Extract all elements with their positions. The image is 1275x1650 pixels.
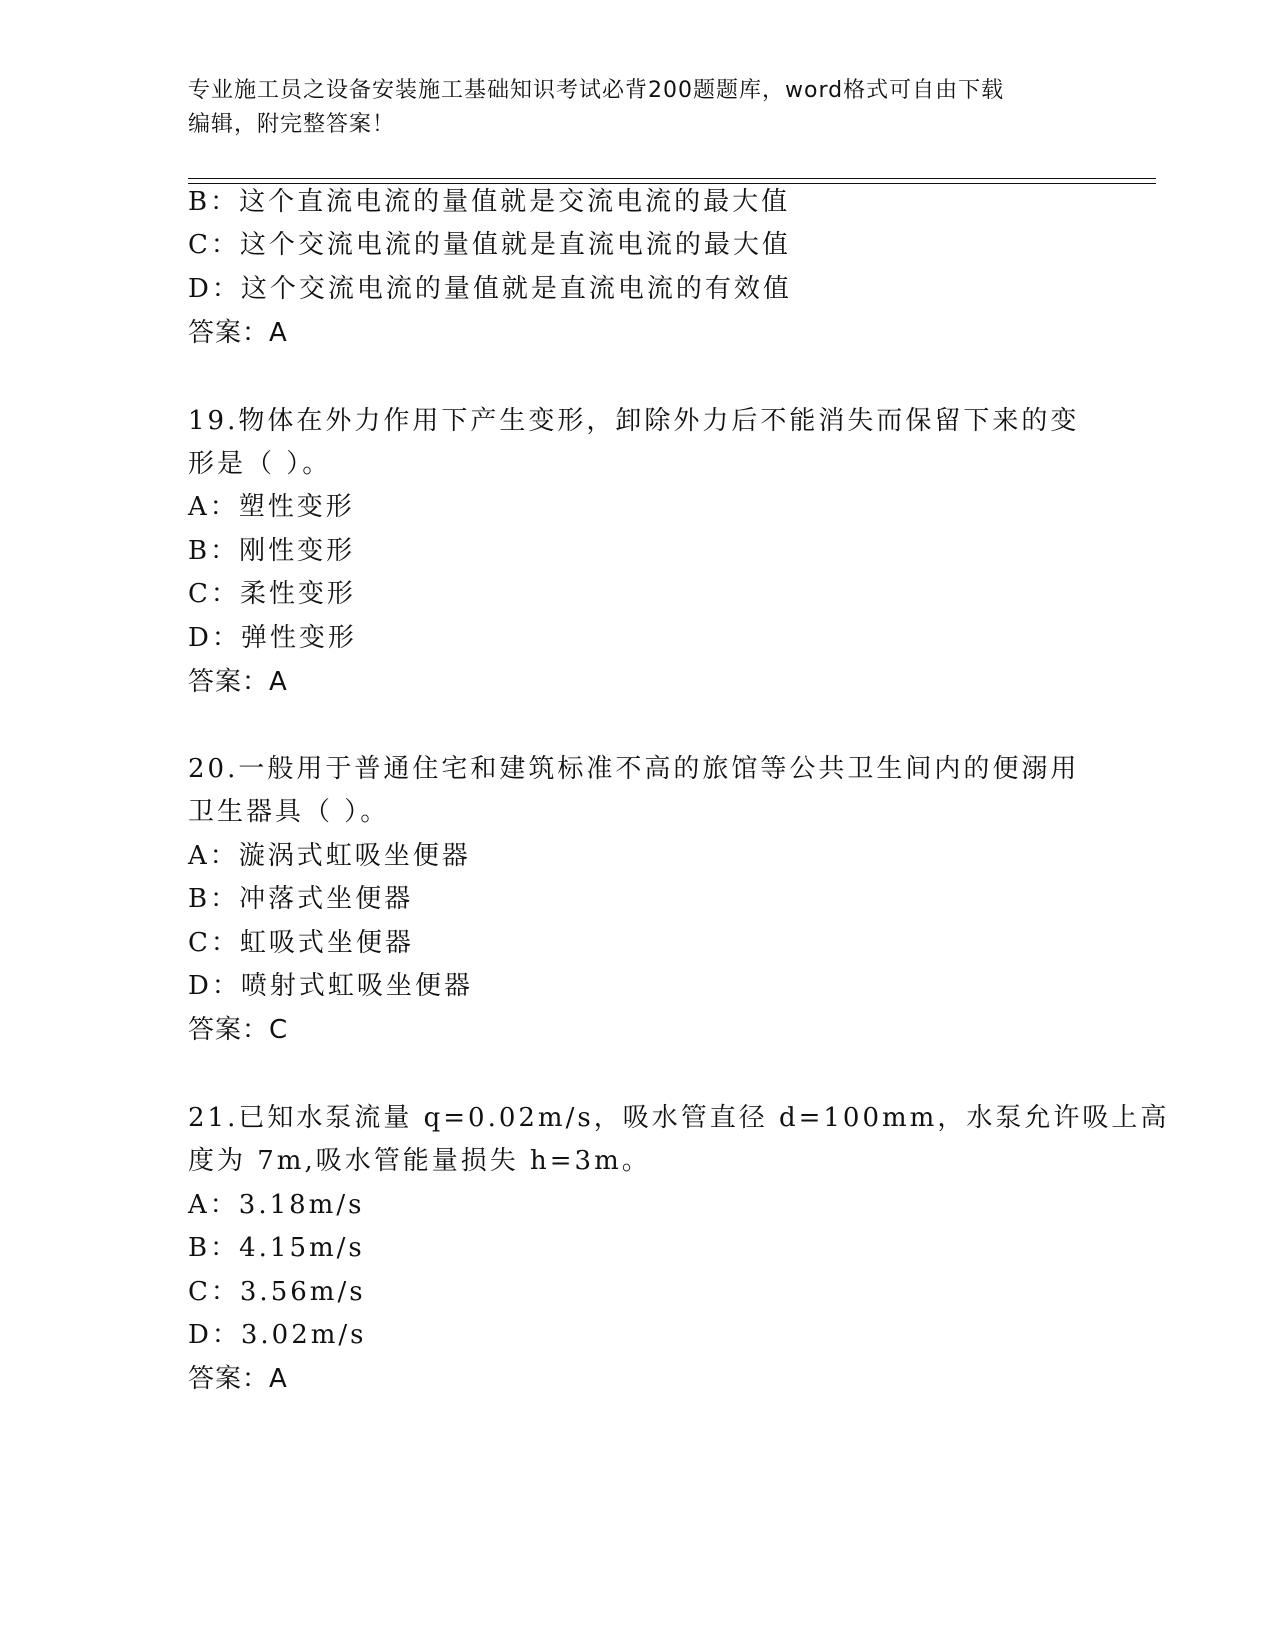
q21-option-a: A：3.18m/s	[188, 1190, 365, 1220]
q21-option-d: D：3.02m/s	[188, 1320, 367, 1350]
q20-stem-line-1: 20.一般用于普通住宅和建筑标准不高的旅馆等公共卫生间内的便溺用	[188, 754, 1080, 784]
q19-answer: 答案：A	[188, 667, 288, 697]
q20-stem-line-2: 卫生器具（ ）。	[188, 797, 390, 827]
q21-stem-line-2: 度为 7m,吸水管能量损失 h=3m。	[188, 1146, 651, 1176]
document-header	[188, 74, 1088, 142]
q20-option-d: D：喷射式虹吸坐便器	[188, 971, 473, 1001]
q20-answer: 答案：C	[188, 1015, 289, 1045]
q19-stem-line-2: 形是（ ）。	[188, 449, 332, 479]
q18-answer: 答案：A	[188, 318, 288, 348]
q21-option-b: B：4.15m/s	[188, 1233, 365, 1263]
q18-option-c: C：这个交流电流的量值就是直流电流的最大值	[188, 230, 791, 260]
header-line-1: 专业施工员之设备安装施工基础知识考试必背200题题库，word格式可自由下载	[188, 78, 1005, 103]
q18-option-d: D：这个交流电流的量值就是直流电流的有效值	[188, 274, 792, 304]
q21-answer: 答案：A	[188, 1364, 288, 1394]
q20-option-a: A：漩涡式虹吸坐便器	[188, 841, 471, 871]
q19-option-b: B：刚性变形	[188, 536, 356, 566]
header-line-2: 编辑，附完整答案！	[188, 112, 396, 137]
q21-stem-line-1: 21.已知水泵流量 q=0.02m/s，吸水管直径 d=100mm，水泵允许吸上高	[188, 1103, 1170, 1133]
q19-option-c: C：柔性变形	[188, 579, 356, 609]
q20-option-b: B：冲落式坐便器	[188, 884, 414, 914]
q21-option-c: C：3.56m/s	[188, 1277, 366, 1307]
header-divider-top	[188, 178, 1156, 179]
header-divider-bottom	[188, 183, 1156, 184]
q18-option-b: B：这个直流电流的量值就是交流电流的最大值	[188, 187, 791, 217]
q19-option-d: D：弹性变形	[188, 623, 357, 653]
q19-option-a: A：塑性变形	[188, 492, 355, 522]
q19-stem-line-1: 19.物体在外力作用下产生变形，卸除外力后不能消失而保留下来的变	[188, 406, 1080, 436]
q20-option-c: C：虹吸式坐便器	[188, 928, 414, 958]
